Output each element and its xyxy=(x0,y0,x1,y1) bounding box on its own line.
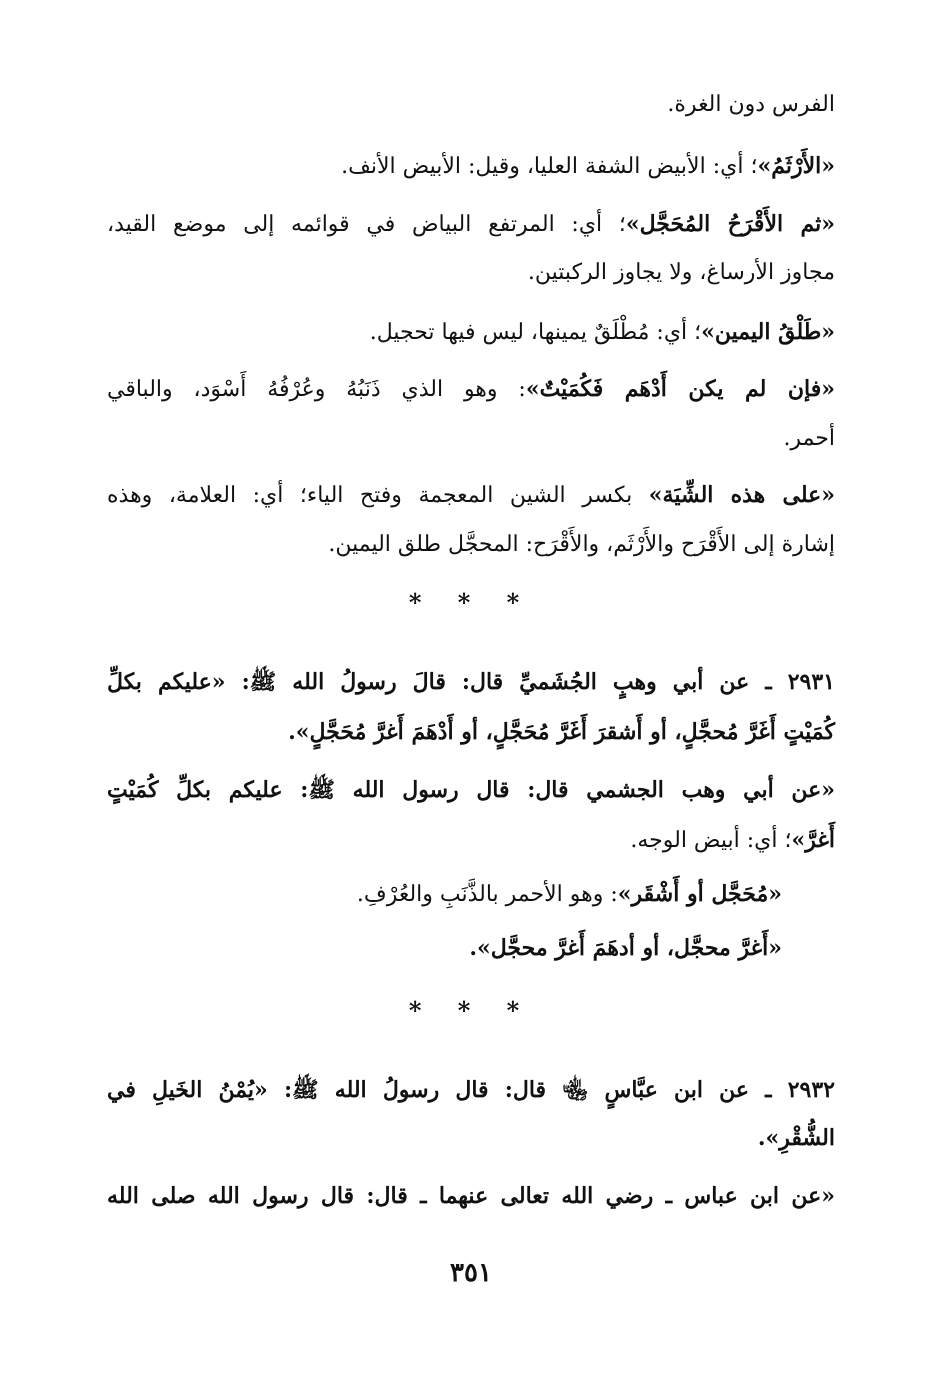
hadith-2931-line-2: كُمَيْتٍ أَغَرَّ مُحجَّلٍ، أو أَشقرَ أَغَرَّ مُحَجَّلٍ، أو أَدْهَمَ أَغرَّ مُحَجَّلٍ». xyxy=(288,719,835,745)
commentary-line-5: «عن ابن عباس ـ رضي الله تعالى عنهما ـ قال: قال رسول الله صلى الله xyxy=(107,1183,835,1209)
hadith-2932-line-2: الشُّقْرِ». xyxy=(757,1125,835,1151)
commentary-line-4: «أَغرَّ محجَّل، أو أدهَمَ أَغرَّ محجَّل». xyxy=(469,935,782,961)
section-separator: * * * xyxy=(408,996,534,1025)
page-number: ٣٥١ xyxy=(450,1258,492,1288)
text-line-4: مجاوز الأرساغ، ولا يجاوز الركبتين. xyxy=(527,260,835,285)
text-line-5: «طَلْقُ اليمين»؛ أي: مُطْلَقٌ يمينها، ليس فيها تحجيل. xyxy=(369,319,835,345)
text-line-7: أحمر. xyxy=(783,426,835,451)
commentary-line-3: «مُحَجَّل أو أَشْقَر»: وهو الأحمر بالذَّنَبِ والعُرْفِ. xyxy=(356,881,782,907)
text-line-6: «فإن لم يكن أَدْهَم فَكُمَيْتٌ»: وهو الذي ذَنَبُهُ وعُرْفُهُ أَسْوَد، والباقي xyxy=(107,376,836,402)
hadith-2931-line-1: ٢٩٣١ ـ عن أبي وهبٍ الجُشَميِّ قال: قالَ رسولُ الله ﷺ: «عليكم بكلِّ xyxy=(107,669,835,695)
hadith-2932-line-1: ٢٩٣٢ ـ عن ابن عبَّاسٍ ﵄ قال: قال رسولُ الله ﷺ: «يُمْنُ الخَيلِ في xyxy=(107,1077,835,1103)
commentary-line-1: «عن أبي وهب الجشمي قال: قال رسول الله ﷺ: عليكم بكلِّ كُمَيْتٍ xyxy=(107,777,835,803)
text-line-2: «الأَرْثَمُ»؛ أي: الأبيض الشفة العليا، وقيل: الأبيض الأنف. xyxy=(341,153,835,179)
text-line-9: إشارة إلى الأَقْرَح والأَرْثَم، والأَقْرَح: المحجَّل طلق اليمين. xyxy=(328,532,835,557)
section-separator: * * * xyxy=(408,588,534,617)
commentary-line-2: أَغرَّ»؛ أي: أبيض الوجه. xyxy=(630,827,835,853)
text-line-3: «ثم الأَقْرَحُ المُحَجَّل»؛ أي: المرتفع البياض في قوائمه إلى موضع القيد، xyxy=(107,211,835,237)
text-line-8: «على هذه الشِّيَة» بكسر الشين المعجمة وفتح الياء؛ أي: العلامة، وهذه xyxy=(107,482,835,508)
text-line-1: الفرس دون الغرة. xyxy=(667,92,835,117)
